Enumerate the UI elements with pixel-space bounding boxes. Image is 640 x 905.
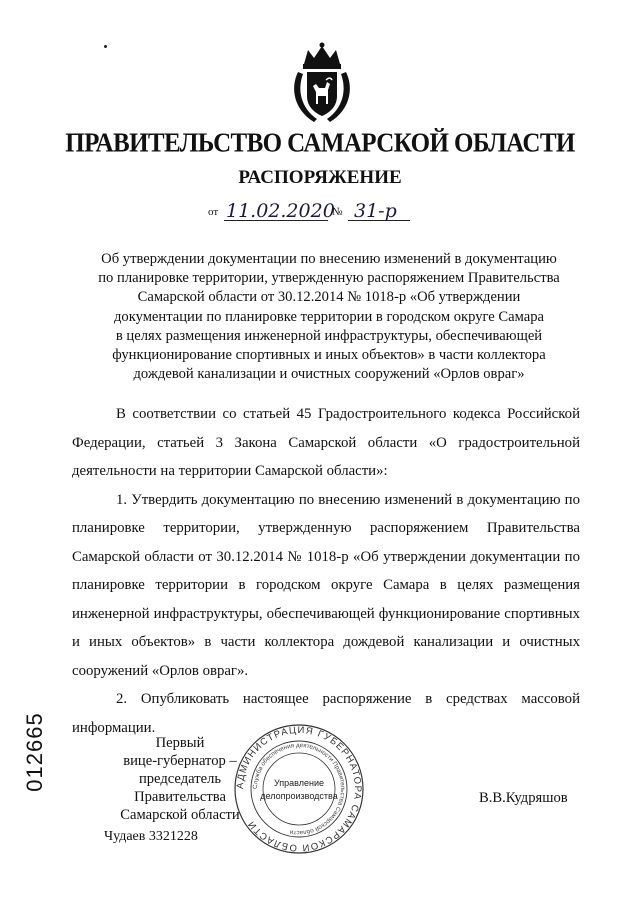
title-line: функционирование спортивных и иных объектов» в части коллектора [112,347,546,364]
office-stamp [232,722,366,856]
document-title [80,250,578,384]
stamp-center-line: делопроизводства [260,791,338,801]
number-label: № [332,206,343,218]
position-line: Самарской области [120,807,240,823]
preamble-paragraph: В соответствии со статьей 45 Градостроительного кодекса Российской Федерации, статьей 3 Закона Самарской области «О градостроительной деятельности на территории Самарской области»: [72,406,580,479]
coat-of-arms-emblem [290,42,354,126]
stamp-center-line: Управление [273,778,325,788]
executor-info: Чудаев 3321228 [104,829,198,844]
title-line: документации по планировке территории в городском округе Самара [113,308,545,325]
title-line: по планировке территории, утвержденную распоряжением Правительства [98,270,560,287]
title-line: Самарской области от 30.12.2014 № 1018-р «Об утверждении [137,289,521,306]
signatory-name: В.В.Кудряшов [479,790,568,806]
handwritten-number: 31-р [354,200,397,222]
position-line: вице-губернатор – [123,753,237,769]
title-line: дождевой канализации и очистных сооружений «Орлов овраг» [133,366,525,383]
registration-number-text: 012665 [22,712,47,792]
document-body [72,400,580,742]
date-from-label: от [208,206,219,218]
mark-dot [104,45,107,48]
title-line: в целях размещения инженерной инфраструктуры, обеспечивающей [115,327,543,344]
title-line: Об утверждении документации по внесению изменений в документацию [101,251,557,267]
svg-text:Служба обеспечения деятельност [252,742,346,836]
organization-heading: ПРАВИТЕЛЬСТВО САМАРСКОЙ ОБЛАСТИ [65,128,575,159]
item-2-paragraph: 2. Опубликовать настоящее распоряжение в средствах массовой информации. [72,691,580,736]
stamp-inner-text: Служба обеспечения деятельности Правительства Самарской области [251,741,347,837]
document-type-heading: РАСПОРЯЖЕНИЕ [238,167,402,188]
item-1-paragraph: 1. Утвердить документацию по внесению изменений в документацию по планировке территории, утвержденную распоряжением Правительства Самарской области от 30.12.2014 № 1018-р «Об утверждении документации по планировке территории в городском округе Самара в целях размещения инженерной инфраструктуры, обеспечивающей функционирование спортивных и иных объектов» в части коллектора дождевой канализации и очистных сооружений «Орлов овраг». [72,491,580,679]
position-line: председатель Правительства [134,771,226,805]
date-number-line [208,196,448,224]
handwritten-date: 11.02.2020 [226,200,335,222]
position-line: Первый [155,735,205,751]
stamp-outer-text: АДМИНИСТРАЦИЯ ГУБЕРНАТОРА САМАРСКОЙ ОБЛАСТИ [234,724,364,854]
registration-number [20,712,50,792]
